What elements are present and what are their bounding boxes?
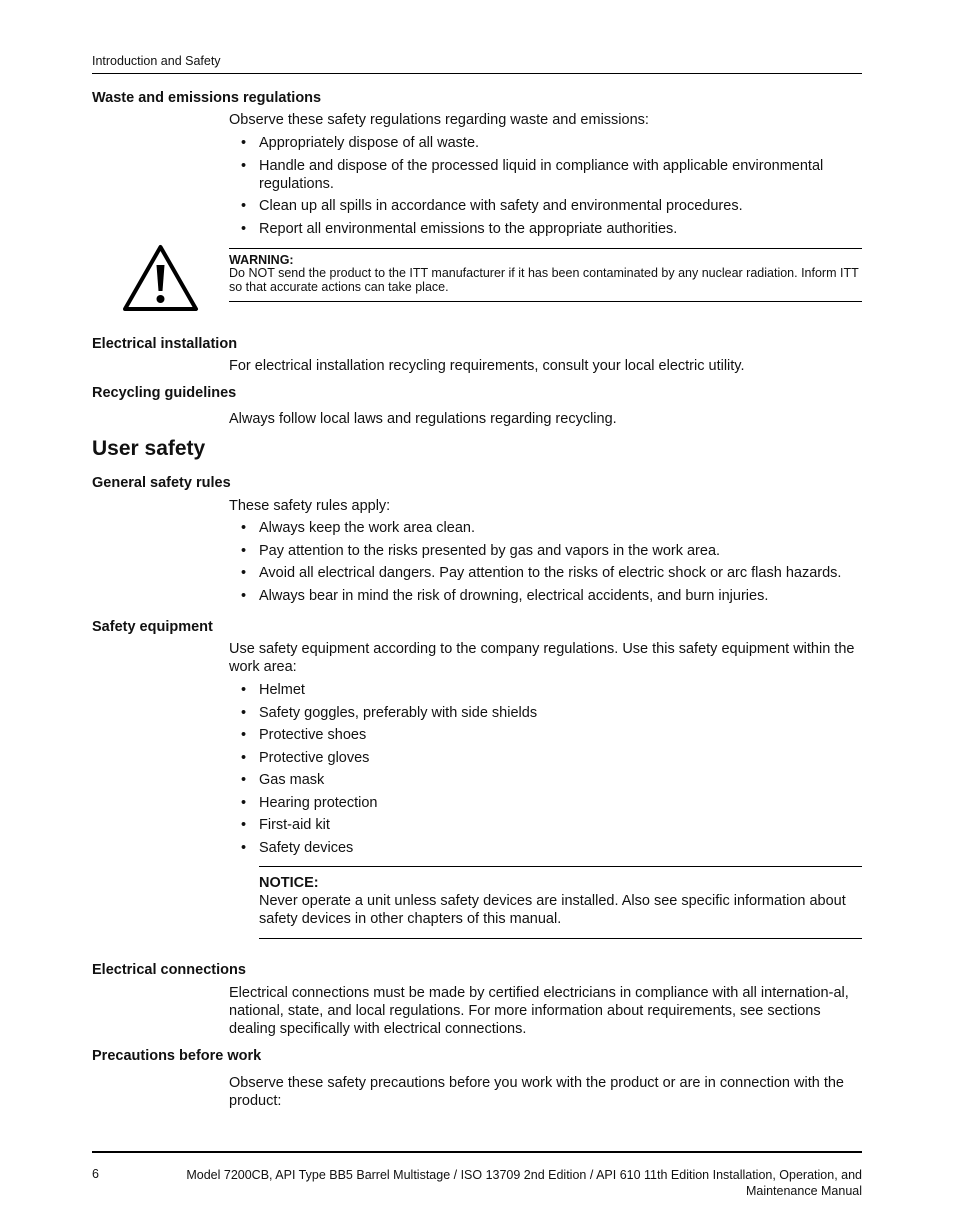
recycling-body: Always follow local laws and regulations regarding recycling.	[229, 411, 617, 427]
list-item: • Gas mask	[241, 772, 325, 788]
list-item: • Pay attention to the risks presented by gas and vapors in the work area.	[241, 542, 721, 559]
bullet-glyph: •	[241, 817, 247, 833]
user-safety-heading: User safety	[92, 437, 206, 460]
footer-manual-title: Model 7200CB, API Type BB5 Barrel Multistage / ISO 13709 2nd Edition / API 610 11th Edition Installation, Operation, and Maintenance Manual	[186, 1168, 862, 1198]
bullet-glyph: •	[241, 749, 247, 766]
page-number: 6	[92, 1167, 99, 1181]
list-item: • Avoid all electrical dangers. Pay attention to the risks of electric shock or arc flash hazards.	[241, 565, 842, 581]
bullet-glyph: •	[241, 727, 247, 743]
notice-rule-top	[259, 866, 862, 867]
header-rule	[92, 73, 862, 74]
recycling-heading: Recycling guidelines	[92, 385, 237, 401]
electrical-connections-body: Electrical connections must be made by certified electricians in compliance with all internation-al, national, state, and local regulations. For more information about requirements, see sections dealing specifically with electrical connections.	[229, 985, 849, 1037]
electrical-installation-body: For electrical installation recycling requirements, consult your local electric utility.	[229, 358, 745, 374]
bullet-glyph: •	[241, 839, 247, 856]
bullet-glyph: •	[241, 198, 247, 214]
list-item: • Report all environmental emissions to the appropriate authorities.	[241, 220, 678, 237]
bullet-glyph: •	[241, 587, 247, 604]
list-item: • Always bear in mind the risk of drowning, electrical accidents, and burn injuries.	[241, 587, 769, 604]
bullet-glyph: •	[241, 772, 247, 788]
general-rules-intro: These safety rules apply:	[229, 498, 391, 514]
warning-rule-bottom	[229, 301, 862, 302]
bullet-glyph: •	[241, 520, 247, 536]
notice-rule-bottom	[259, 938, 862, 939]
warning-title: WARNING:	[229, 253, 294, 267]
list-item: • Appropriately dispose of all waste.	[241, 135, 480, 151]
list-item: • Safety devices	[241, 839, 354, 856]
list-item: • Helmet	[241, 682, 305, 698]
warning-triangle-icon	[122, 243, 199, 313]
bullet-glyph: •	[241, 157, 247, 174]
electrical-installation-heading: Electrical installation	[92, 336, 238, 352]
safety-equipment-intro: Use safety equipment according to the company regulations. Use this safety equipment within the work area:	[229, 641, 855, 675]
list-item: • Protective shoes	[241, 727, 367, 743]
safety-equipment-heading: Safety equipment	[92, 619, 213, 635]
list-item: • Clean up all spills in accordance with safety and environmental procedures.	[241, 198, 743, 214]
bullet-glyph: •	[241, 135, 247, 151]
bullet-glyph: •	[241, 220, 247, 237]
bullet-glyph: •	[241, 704, 247, 721]
notice-title: NOTICE:	[259, 875, 319, 891]
footer-rule	[92, 1151, 862, 1153]
list-item: • Always keep the work area clean.	[241, 520, 475, 536]
bullet-glyph: •	[241, 682, 247, 698]
notice-body: Never operate a unit unless safety devices are installed. Also see specific information about safety devices in other chapters of this manual.	[259, 893, 846, 927]
waste-heading: Waste and emissions regulations	[92, 90, 322, 106]
list-item: • Handle and dispose of the processed liquid in compliance with applicable environmental regulations.	[241, 157, 824, 192]
safety-equipment-list	[229, 681, 862, 861]
list-item: • Protective gloves	[241, 749, 370, 766]
bullet-glyph: •	[241, 542, 247, 559]
waste-list	[229, 134, 862, 242]
precautions-heading: Precautions before work	[92, 1048, 262, 1064]
electrical-connections-heading: Electrical connections	[92, 962, 246, 978]
list-item: • Safety goggles, preferably with side shields	[241, 704, 538, 721]
bullet-glyph: •	[241, 565, 247, 581]
list-item: • Hearing protection	[241, 794, 378, 811]
list-item: • First-aid kit	[241, 817, 330, 833]
warning-rule-top	[229, 248, 862, 249]
general-rules-heading: General safety rules	[92, 475, 231, 491]
precautions-body: Observe these safety precautions before you work with the product or are in connection with the product:	[229, 1075, 844, 1109]
bullet-glyph: •	[241, 794, 247, 811]
running-header: Introduction and Safety	[92, 54, 221, 68]
general-rules-list	[229, 519, 862, 609]
warning-body: Do NOT send the product to the ITT manufacturer if it has been contaminated by any nuclear radiation. Inform ITT so that accurate actions can take place.	[229, 266, 859, 294]
waste-intro: Observe these safety regulations regarding waste and emissions:	[229, 112, 649, 128]
